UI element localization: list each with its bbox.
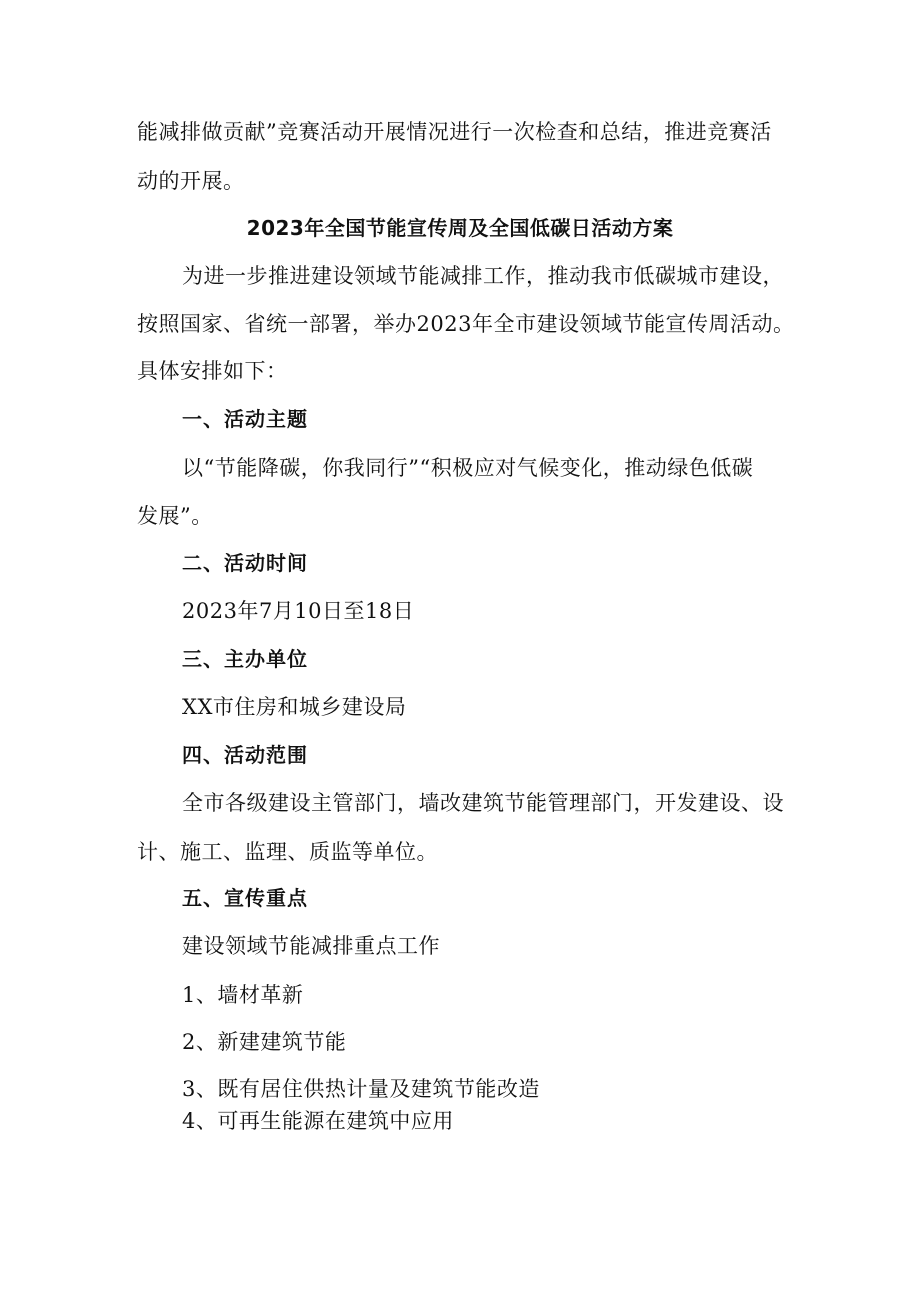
intro-line-2: 按照国家、省统一部署，举办2023年全市建设领域节能宣传周活动。: [137, 312, 795, 336]
time-text: 2023年7月10日至18日: [182, 599, 415, 623]
focus-subheading: 建设领域节能减排重点工作: [182, 934, 440, 958]
focus-list-item: 4、可再生能源在建筑中应用: [182, 1109, 454, 1133]
focus-list-item: 2、新建建筑节能: [182, 1030, 347, 1054]
focus-list-item: 1、墙材革新: [182, 983, 304, 1007]
prev-paragraph-line-1: 能减排做贡献”竞赛活动开展情况进行一次检查和总结，推进竞赛活: [137, 120, 772, 144]
organizer-text: XX市住房和城乡建设局: [182, 695, 407, 719]
focus-list-item: 3、既有居住供热计量及建筑节能改造: [182, 1077, 540, 1101]
prev-paragraph-line-2: 动的开展。: [137, 169, 245, 193]
section-heading-focus: 五、宣传重点: [182, 886, 308, 910]
document-title: 2023年全国节能宣传周及全国低碳日活动方案: [246, 216, 674, 240]
section-heading-organizer: 三、主办单位: [182, 647, 308, 671]
section-heading-theme: 一、活动主题: [182, 407, 308, 431]
intro-line-1: 为进一步推进建设领域节能减排工作，推动我市低碳城市建设，: [182, 264, 784, 288]
scope-line-1: 全市各级建设主管部门，墙改建筑节能管理部门，开发建设、设: [182, 791, 784, 815]
intro-line-3: 具体安排如下：: [137, 359, 288, 383]
scope-line-2: 计、施工、监理、质监等单位。: [137, 840, 438, 864]
section-heading-scope: 四、活动范围: [182, 743, 308, 767]
theme-line-1: 以“节能降碳，你我同行”“积极应对气候变化，推动绿色低碳: [182, 456, 754, 480]
section-heading-time: 二、活动时间: [182, 551, 308, 575]
theme-line-2: 发展”。: [137, 504, 213, 528]
